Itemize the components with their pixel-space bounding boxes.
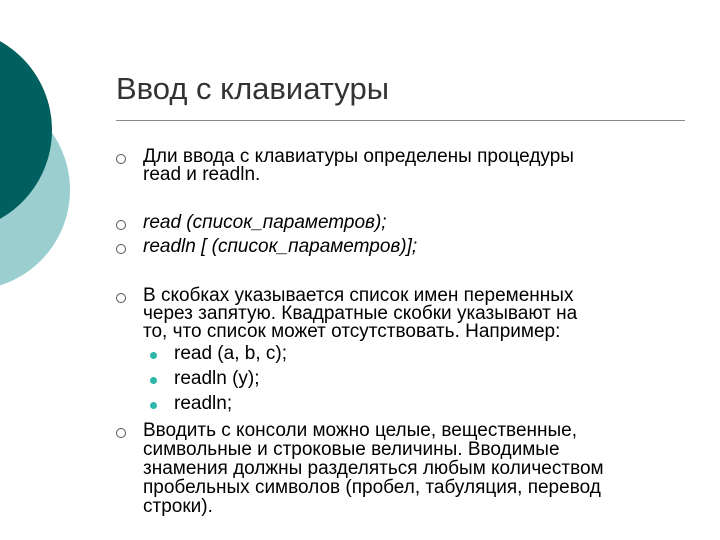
bullet-line: В скобках указывается список имен переменных	[143, 285, 574, 306]
hollow-bullet-icon	[116, 220, 126, 230]
hollow-bullet-icon	[116, 154, 126, 164]
slide-title: Ввод с клавиатуры	[116, 71, 389, 106]
hollow-bullet-icon	[116, 244, 126, 254]
hollow-bullet-icon	[116, 428, 126, 438]
bullet-line: read и readln.	[143, 164, 261, 185]
title-divider	[116, 120, 685, 121]
bullet-line: знамения должны разделяться любым количеством	[143, 458, 604, 479]
bullet-line: то, что список может отсутствовать. Например:	[143, 321, 561, 342]
sub-item-text: read (a, b, c);	[174, 343, 287, 364]
hollow-bullet-icon	[116, 293, 126, 303]
sub-item-text: readln;	[174, 393, 233, 414]
sub-item-text: readln (y);	[174, 368, 260, 389]
decorative-circles	[0, 0, 80, 300]
filled-bullet-icon	[150, 402, 157, 409]
filled-bullet-icon	[150, 377, 157, 384]
bullet-line: Дли ввода с клавиатуры определены процедуры	[143, 146, 574, 167]
bullet-line: строки).	[143, 496, 213, 517]
bullet-line: пробельных символов (пробел, табуляция, перевод	[143, 477, 601, 498]
bullet-line: read (список_параметров);	[143, 212, 387, 233]
bullet-line: readln [ (список_параметров)];	[143, 236, 418, 257]
filled-bullet-icon	[150, 352, 157, 359]
bullet-line: символьные и строковые величины. Вводимые	[143, 439, 560, 460]
bullet-line: через запятую. Квадратные скобки указывают на	[143, 303, 578, 324]
bullet-line: Вводить с консоли можно целые, вещественные,	[143, 420, 577, 441]
